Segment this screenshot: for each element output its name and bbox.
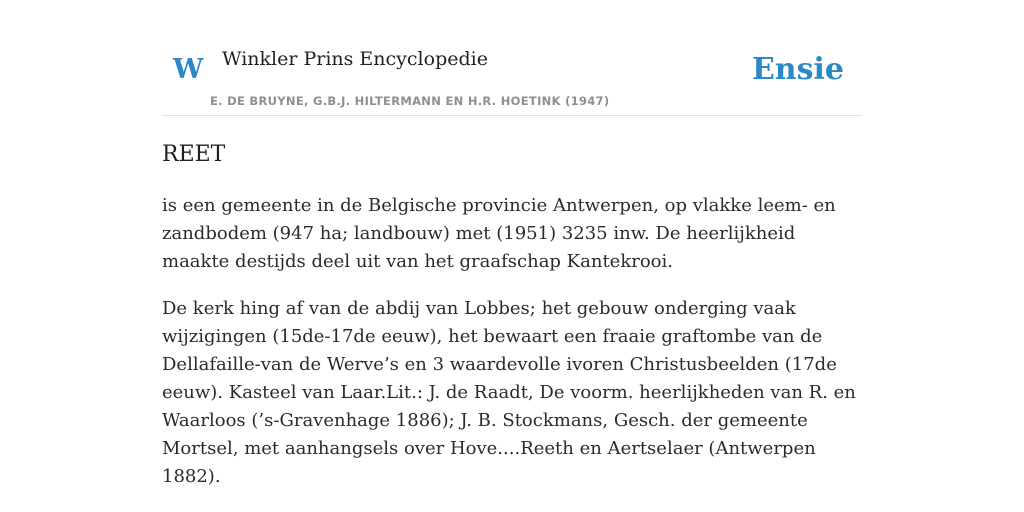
entry-paragraph: is een gemeente in de Belgische provincie Antwerpen, op vlakke leem- en zandbodem (947 ha; landbouw) met (1951) 3235 inw. De heerlijkheid maakte destijds deel uit van het graafschap Kantekrooi. [162,195,836,272]
ensie-logo[interactable]: Ensie [751,52,844,87]
entry-body [162,192,862,510]
source-title[interactable]: Winkler Prins Encyclopedie [222,48,488,70]
source-authors: E. DE BRUYNE, G.B.J. HILTERMANN EN H.R. HOETINK (1947) [210,94,610,108]
source-logo: W [173,54,204,85]
entry-paragraph: De kerk hing af van de abdij van Lobbes; het gebouw onderging vaak wijzigingen (15de-17de eeuw), het bewaart een fraaie graftombe van de Dellafaille-van de Werve’s en 3 waardevolle ivoren Christusbeelden (17de eeuw). Kasteel van Laar.Lit.: J. de Raadt, De voorm. heerlijkheden van R. en Waarloos (’s-Gravenhage 1886); J. B. Stockmans, Gesch. der gemeente Mortsel, met aanhangsels over Hove....Reeth en Aertselaer (Antwerpen 1882). [162,298,856,487]
entry-title: REET [162,142,226,167]
source-header [162,0,862,116]
entry-card [162,0,862,512]
